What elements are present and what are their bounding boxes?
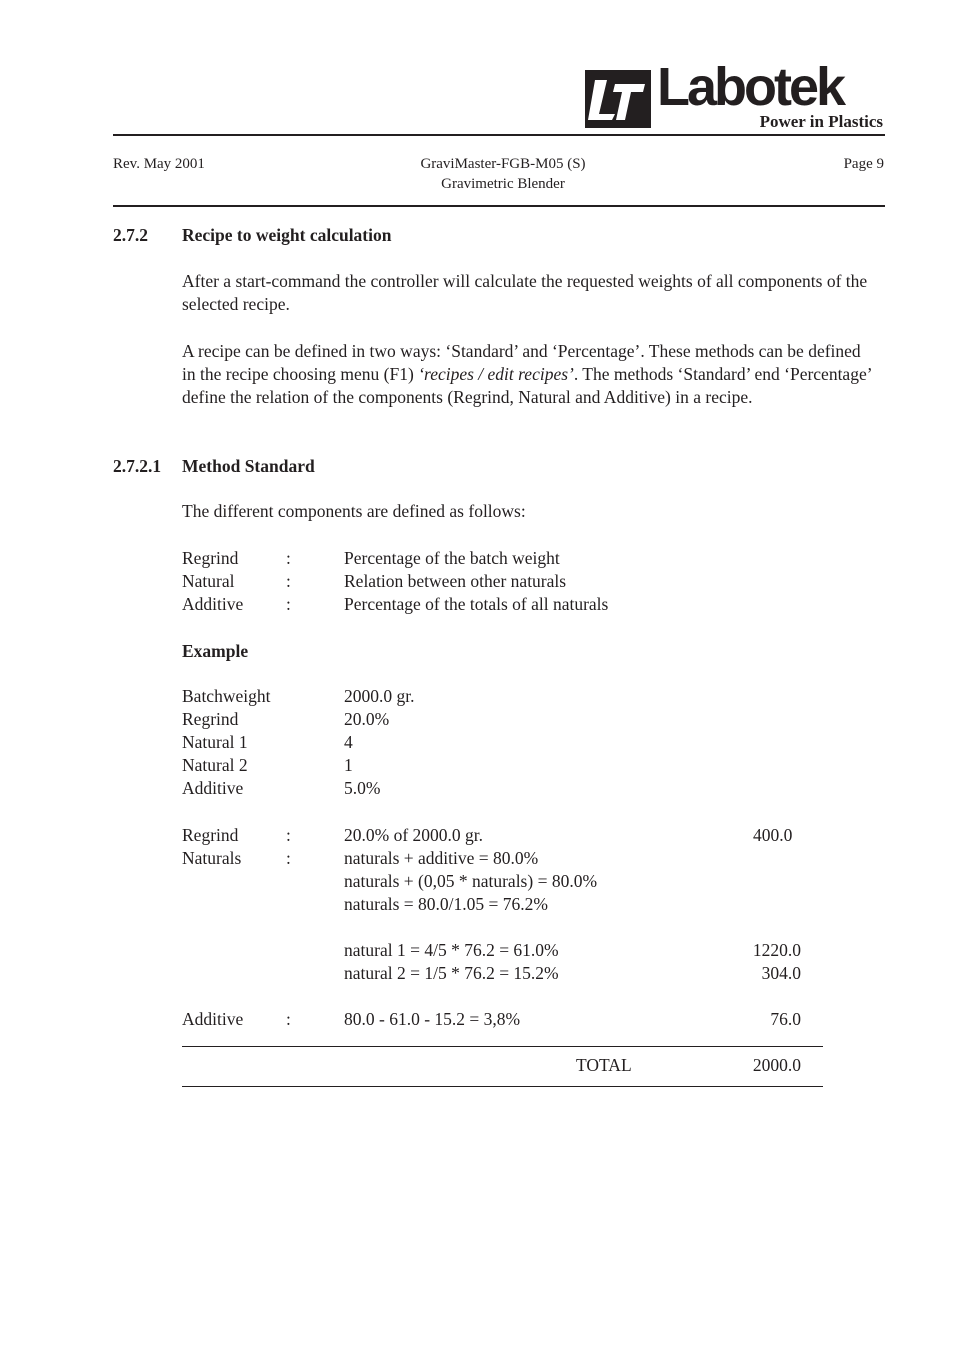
example-label: Natural 1 — [182, 732, 248, 752]
calc-naturals-line3: naturals = 80.0/1.05 = 76.2% — [344, 894, 548, 914]
example-value: 2000.0 gr. — [344, 686, 415, 706]
header-rule-bottom — [113, 205, 885, 207]
subsection-number: 2.7.2.1 — [113, 456, 162, 476]
paragraph-methods-part1: A recipe can be defined in two ways: ‘Standard’ and ‘Percentage’. These methods can be defined in the recipe choosing menu (F1) — [182, 341, 861, 384]
calc-natural2-expression: natural 2 = 1/5 * 76.2 = 15.2% — [344, 963, 559, 983]
calc-naturals-separator: : — [286, 848, 291, 868]
brand-wordmark: Labotek — [657, 57, 844, 117]
calc-naturals-label: Naturals — [182, 848, 242, 868]
calc-natural1-result: 1220.0 — [752, 940, 801, 960]
calc-naturals-line1: naturals + additive = 80.0% — [344, 848, 539, 868]
example-value: 4 — [344, 732, 353, 752]
definition-term: Natural — [182, 571, 235, 591]
document-title: GraviMaster-FGB-M05 (S) — [420, 156, 586, 172]
menu-path: ‘recipes / edit recipes’ — [418, 364, 574, 384]
definition-separator: : — [286, 548, 291, 568]
revision-date: Rev. May 2001 — [113, 156, 205, 172]
definition-term: Additive — [182, 594, 244, 614]
definition-description: Percentage of the batch weight — [344, 548, 560, 568]
document-subtitle: Gravimetric Blender — [441, 176, 565, 192]
paragraph-methods — [182, 340, 872, 409]
labotek-lt-icon — [585, 70, 651, 128]
definition-description: Percentage of the totals of all naturals — [344, 594, 609, 614]
example-value: 5.0% — [344, 778, 381, 798]
definition-term: Regrind — [182, 548, 239, 568]
example-label: Regrind — [182, 709, 239, 729]
definition-separator: : — [286, 571, 291, 591]
total-rule-top — [182, 1046, 823, 1047]
total-label: TOTAL — [576, 1055, 632, 1075]
section-title: Recipe to weight calculation — [182, 225, 392, 245]
paragraph-methods-part2: . The methods ‘Standard’ end ‘Percentage’ define the relation of the components (Regrind, Natural and Additive) in a recipe. — [182, 364, 872, 407]
calc-additive-separator: : — [286, 1009, 291, 1029]
definition-description: Relation between other naturals — [344, 571, 567, 591]
calc-naturals-line2: naturals + (0,05 * naturals) = 80.0% — [344, 871, 598, 891]
calc-additive-label: Additive — [182, 1009, 244, 1029]
example-value: 1 — [344, 755, 353, 775]
example-label: Natural 2 — [182, 755, 248, 775]
example-value: 20.0% — [344, 709, 390, 729]
calc-regrind-result: 400.0 — [753, 825, 793, 845]
example-heading: Example — [182, 641, 249, 661]
brand-tagline: Power in Plastics — [759, 112, 883, 131]
calc-natural2-result: 304.0 — [761, 963, 801, 983]
example-label: Batchweight — [182, 686, 271, 706]
calc-additive-expression: 80.0 - 61.0 - 15.2 = 3,8% — [344, 1009, 521, 1029]
total-rule-bottom — [182, 1086, 823, 1087]
definitions-intro: The different components are defined as follows: — [182, 501, 526, 521]
calc-regrind-label: Regrind — [182, 825, 239, 845]
calc-additive-result: 76.0 — [770, 1009, 801, 1029]
calc-regrind-separator: : — [286, 825, 291, 845]
page-number: Page 9 — [843, 156, 884, 172]
section-number: 2.7.2 — [113, 225, 148, 245]
subsection-title: Method Standard — [182, 456, 315, 476]
total-value: 2000.0 — [752, 1055, 801, 1075]
calc-natural1-expression: natural 1 = 4/5 * 76.2 = 61.0% — [344, 940, 559, 960]
example-label: Additive — [182, 778, 244, 798]
labotek-logo — [585, 57, 885, 132]
calc-regrind-expression: 20.0% of 2000.0 gr. — [344, 825, 484, 845]
paragraph-intro: After a start-command the controller will calculate the requested weights of all components of the selected recipe. — [182, 271, 868, 314]
header-rule-top — [113, 134, 885, 136]
definition-separator: : — [286, 594, 291, 614]
